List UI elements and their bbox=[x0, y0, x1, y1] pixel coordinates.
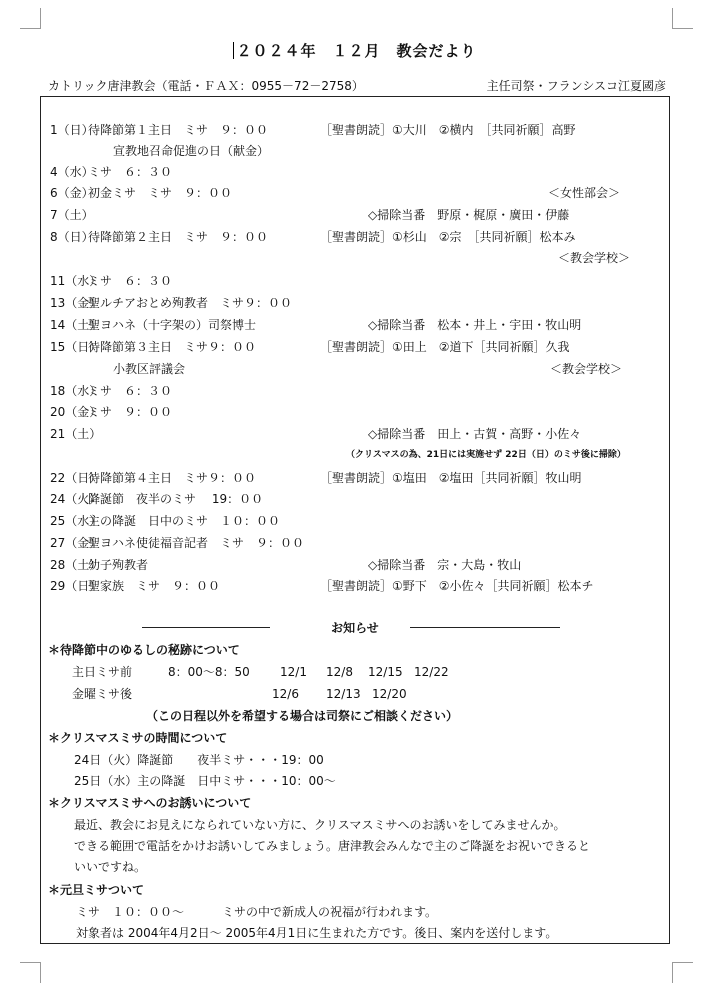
page-title bbox=[0, 40, 710, 61]
schedule-date: 28（土） bbox=[50, 558, 102, 572]
schedule-extra: ［聖書朗読］①大川 ②横内 ［共同祈願］高野 bbox=[320, 123, 576, 137]
schedule-event: 初金ミサ ミサ ９：００ bbox=[88, 186, 233, 200]
schedule-extra: ［聖書朗読］①塩田 ②塩田［共同祈願］牧山明 bbox=[320, 471, 582, 485]
schedule-event: 宣教地召命促進の日（献金） bbox=[113, 144, 270, 158]
schedule-event: ミサ ６：３０ bbox=[88, 274, 173, 288]
text-cursor bbox=[233, 42, 234, 59]
confession-title: ＊待降節中のゆるしの秘跡について bbox=[48, 643, 240, 657]
schedule-date: 1（日） bbox=[50, 123, 94, 137]
schedule-date: 6（金） bbox=[50, 186, 94, 200]
schedule-extra: ［聖書朗読］①杉山 ②宗 ［共同祈願］松本み bbox=[320, 230, 576, 244]
schedule-date: 15（日） bbox=[50, 340, 102, 354]
notice-heading: お知らせ bbox=[331, 621, 379, 635]
new-year-title: ＊元旦ミサついて bbox=[48, 883, 145, 897]
schedule-date: 22（日） bbox=[50, 471, 102, 485]
page-title-text: ２０２４年 １２月 教会だより bbox=[236, 42, 477, 60]
schedule-event: 主の降誕 日中のミサ １０：００ bbox=[88, 514, 281, 528]
schedule-date: 25（水） bbox=[50, 514, 102, 528]
confession-date: 12/8 bbox=[326, 665, 353, 679]
schedule-extra: ◇掃除当番 松本・井上・宇田・牧山明 bbox=[368, 318, 582, 332]
new-year-eligibility: 対象者は 2004年4月2日～ 2005年4月1日に生まれた方です。後日、案内を送付します。 bbox=[76, 926, 558, 940]
schedule-date: 11（水） bbox=[50, 274, 102, 288]
schedule-date: 24（火） bbox=[50, 492, 102, 506]
schedule-extra: ［聖書朗読］①田上 ②道下［共同祈願］久我 bbox=[320, 340, 570, 354]
new-year-mass-time: ミサ １０：００～ bbox=[76, 905, 185, 919]
schedule-event: 幼子殉教者 bbox=[88, 558, 149, 572]
schedule-date: 4（水） bbox=[50, 165, 94, 179]
schedule-extra: ◇掃除当番 田上・古賀・高野・小佐々 bbox=[368, 427, 582, 441]
crop-mark-top-right bbox=[672, 8, 693, 29]
schedule-note: （クリスマスの為、21日には実施せず 22日（日）のミサ後に掃除） bbox=[346, 450, 626, 460]
schedule-event: ミサ ９：００ bbox=[88, 405, 173, 419]
schedule-event: 聖家族 ミサ ９：００ bbox=[88, 579, 221, 593]
invitation-line: できる範囲で電話をかけお誘いしてみましょう。唐津教会みんなで主のご降誕をお祝いできると bbox=[74, 839, 591, 853]
schedule-event: 待降節第３主日 ミサ９：００ bbox=[88, 340, 257, 354]
notice-divider-right bbox=[410, 627, 560, 628]
schedule-event: ミサ ６：３０ bbox=[88, 384, 173, 398]
schedule-date: 14（土） bbox=[50, 318, 102, 332]
church-contact: カトリック唐津教会（電話・ＦＡＸ：0955－72－2758） bbox=[48, 79, 364, 93]
schedule-event: 聖ルチアおとめ殉教者 ミサ９：００ bbox=[88, 296, 293, 310]
schedule-date: 21（土） bbox=[50, 427, 102, 441]
confession-friday-label: 金曜ミサ後 bbox=[72, 687, 133, 701]
schedule-event: 聖ヨハネ（十字架の）司祭博士 bbox=[88, 318, 257, 332]
confession-date: 12/15 bbox=[368, 665, 403, 679]
confession-sunday-label: 主日ミサ前 bbox=[72, 665, 133, 679]
schedule-event: 小教区評議会 bbox=[113, 362, 186, 376]
church-header bbox=[48, 77, 666, 94]
schedule-extra: ＜教会学校＞ bbox=[558, 251, 631, 265]
confession-note: （この日程以外を希望する場合は司祭にご相談ください） bbox=[146, 709, 459, 723]
christmas-times-line: 25日（水）主の降誕 日中ミサ・・・10：00～ bbox=[74, 774, 336, 788]
christmas-times-line: 24日（火）降誕節 夜半ミサ・・・19：00 bbox=[74, 753, 324, 767]
confession-date: 12/20 bbox=[372, 687, 407, 701]
schedule-date: 18（水） bbox=[50, 384, 102, 398]
confession-date: 12/6 bbox=[272, 687, 299, 701]
schedule-event: 待降節第２主日 ミサ ９：００ bbox=[88, 230, 269, 244]
invitation-line: いいですね。 bbox=[74, 860, 147, 874]
schedule-date: 8（日） bbox=[50, 230, 94, 244]
schedule-event: ミサ ６：３０ bbox=[88, 165, 173, 179]
schedule-extra: ＜教会学校＞ bbox=[550, 362, 623, 376]
crop-mark-bottom-right bbox=[672, 962, 693, 983]
confession-sunday-time: 8：00～8：50 bbox=[168, 665, 250, 679]
confession-date: 12/13 bbox=[326, 687, 361, 701]
schedule-extra: ◇掃除当番 野原・梶原・廣田・伊藤 bbox=[368, 208, 570, 222]
schedule-extra: ［聖書朗読］①野下 ②小佐々［共同祈願］松本チ bbox=[320, 579, 594, 593]
schedule-date: 29（日） bbox=[50, 579, 102, 593]
new-year-mass-note: ミサの中で新成人の祝福が行われます。 bbox=[222, 905, 438, 919]
christmas-times-title: ＊クリスマスミサの時間について bbox=[48, 731, 228, 745]
schedule-event: 降誕節 夜半のミサ 19：００ bbox=[88, 492, 264, 506]
invitation-title: ＊クリスマスミサへのお誘いについて bbox=[48, 796, 252, 810]
confession-date: 12/1 bbox=[280, 665, 307, 679]
crop-mark-bottom-left bbox=[20, 962, 41, 983]
schedule-date: 27（金） bbox=[50, 536, 102, 550]
schedule-event: 待降節第４主日 ミサ９：００ bbox=[88, 471, 257, 485]
schedule-date: 7（土） bbox=[50, 208, 94, 222]
schedule-date: 13（金） bbox=[50, 296, 102, 310]
priest-name: 主任司祭・フランシスコ江夏國彦 bbox=[486, 79, 666, 93]
schedule-extra: ＜女性部会＞ bbox=[548, 186, 621, 200]
invitation-line: 最近、教会にお見えになられていない方に、クリスマスミサへのお誘いをしてみませんか。 bbox=[74, 818, 566, 832]
schedule-extra: ◇掃除当番 宗・大島・牧山 bbox=[368, 558, 522, 572]
confession-date: 12/22 bbox=[414, 665, 449, 679]
schedule-event: 待降節第１主日 ミサ ９：００ bbox=[88, 123, 269, 137]
schedule-date: 20（金） bbox=[50, 405, 102, 419]
crop-mark-top-left bbox=[20, 8, 41, 29]
schedule-event: 聖ヨハネ使徒福音記者 ミサ ９：００ bbox=[88, 536, 305, 550]
